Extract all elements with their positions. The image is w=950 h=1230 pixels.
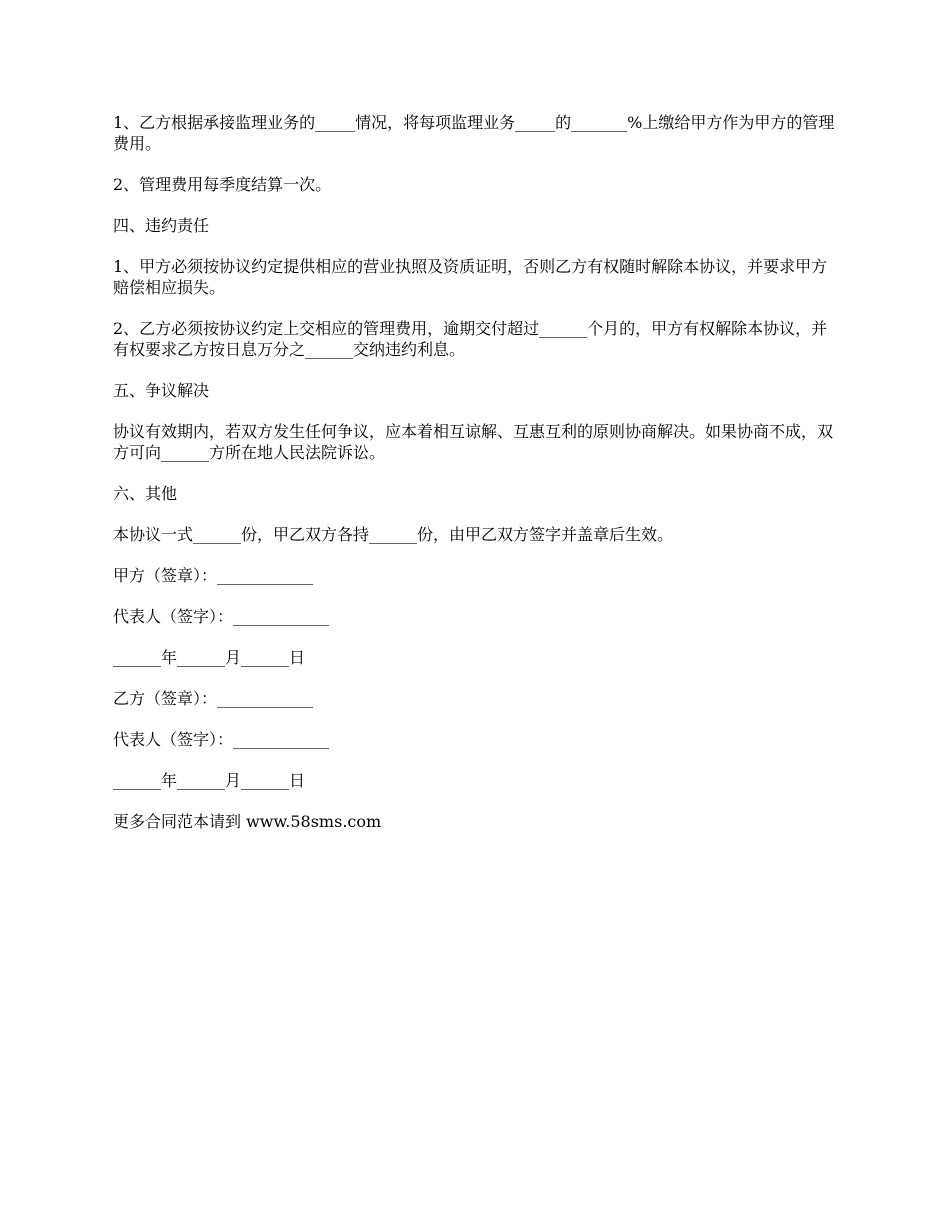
clause-settlement-quarterly: 2、管理费用每季度结算一次。 (113, 175, 332, 194)
signature-party-a-date: ______年______月______日 (113, 648, 306, 667)
section-heading-breach-liability: 四、违约责任 (113, 216, 210, 235)
section-heading-other: 六、其他 (113, 484, 178, 503)
clause-party-b-payment-obligation: 2、乙方必须按协议约定上交相应的管理费用，逾期交付超过______个月的，甲方有权解除本协议，并有权要求乙方按日息万分之______交纳违约利息。 (113, 319, 828, 359)
clause-copies-effective: 本协议一式______份，甲乙双方各持______份，由甲乙双方签字并盖章后生效。 (113, 525, 674, 544)
signature-party-b-seal: 乙方（签章）：____________ (113, 689, 314, 708)
clause-dispute-resolution: 协议有效期内，若双方发生任何争议，应本着相互谅解、互惠互利的原则协商解决。如果协商不成，双方可向______方所在地人民法院诉讼。 (113, 422, 834, 462)
signature-party-b-representative: 代表人（签字）：____________ (113, 730, 330, 749)
signature-party-b-date: ______年______月______日 (113, 771, 306, 790)
footer-more-templates-link: 更多合同范本请到 www.58sms.com (113, 812, 382, 831)
signature-party-a-seal: 甲方（签章）：____________ (113, 566, 314, 585)
signature-party-a-representative: 代表人（签字）：____________ (113, 607, 330, 626)
section-heading-dispute-resolution: 五、争议解决 (113, 381, 210, 400)
document-page (113, 112, 843, 852)
clause-party-a-license-obligation: 1、甲方必须按协议约定提供相应的营业执照及资质证明，否则乙方有权随时解除本协议，并要求甲方赔偿相应损失。 (113, 257, 828, 297)
clause-management-fee-rate: 1、乙方根据承接监理业务的_____情况，将每项监理业务_____的_______%上缴给甲方作为甲方的管理费用。 (113, 113, 835, 153)
